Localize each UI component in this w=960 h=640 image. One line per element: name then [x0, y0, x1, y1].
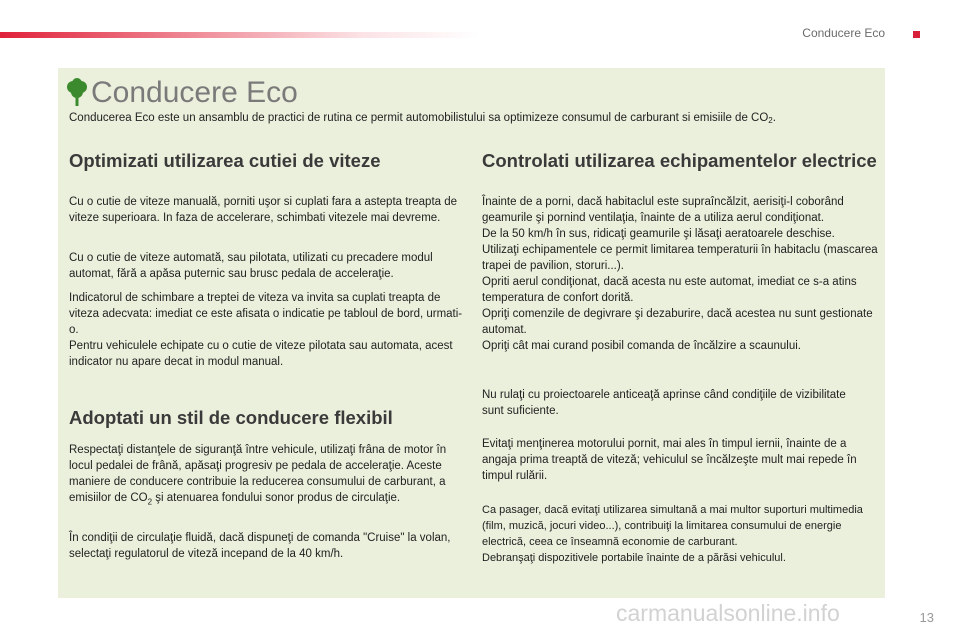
multimedia-note: Debranşaţi dispozitivele portabile înainte de a părăsi vehiculul.	[482, 552, 786, 564]
ventilation-text-1: Înainte de a porni, dacă habitaclul este supraîncălzit, aerisiţi-l coborând geamurile şi pornind ventilaţia, înainte de a utiliza aerul condiţionat.	[482, 196, 844, 224]
paragraph-fog-lights: Nu rulaţi cu proiectoarele anticeaţă aprinse când condiţiile de vizibilitate sunt suficiente.	[482, 389, 846, 417]
co2-subscript: 2	[147, 497, 153, 507]
intro-subscript: 2	[768, 116, 773, 125]
section-title: Conducere Eco	[802, 26, 885, 40]
intro-text-end: .	[772, 112, 776, 124]
paragraph-multimedia	[482, 502, 882, 566]
ventilation-text-4: Opriti aerul condiţionat, dacă acesta nu este automat, imediat ce s-a atins temperatura de confort dorită.	[482, 276, 857, 304]
intro-paragraph	[69, 111, 879, 128]
tree-leaf-icon	[66, 78, 88, 108]
watermark: carmanualsonline.info	[616, 600, 840, 626]
section-marker	[913, 31, 920, 38]
safety-distance-text: Respectaţi distanţele de siguranţă între vehicule, utilizaţi frâna de motor în locul pedalei de frână, apăsaţi progresiv pe pedala de acceleraţie. Aceste maniere de conducere contribuie la reducerea consumului de carburant, a emisiilor de CO	[69, 444, 447, 504]
ventilation-text-2: De la 50 km/h în sus, ridicaţi geamurile şi lăsaţi aeratoarele deschise.	[482, 228, 835, 240]
page-title: Conducere Eco	[91, 76, 298, 109]
heading-driving-style: Adoptati un stil de conducere flexibil	[69, 407, 393, 428]
paragraph-engine-idle: Evitaţi menţinerea motorului pornit, mai ales în timpul iernii, înainte de a angaja prima treaptă de viteză; vehiculul se încălzeşte mult mai repede în timpul rulării.	[482, 438, 857, 482]
paragraph-automatic-gearbox: Cu o cutie de viteze automată, sau pilotata, utilizati cu precadere modul automat, fără a apăsa puternic sau brusc pedala de acceleraţie.	[69, 252, 433, 280]
paragraph-ventilation	[482, 194, 882, 354]
paragraph-cruise-control: În condiţii de circulaţie fluidă, dacă dispuneţi de comanda "Cruise" la volan, selectaţi regulatorul de viteză incepand de la 40 km/h.	[69, 532, 451, 560]
paragraph-safety-distance	[69, 442, 464, 510]
heading-gearbox: Optimizati utilizarea cutiei de viteze	[69, 150, 381, 171]
paragraph-shift-indicator	[69, 290, 464, 370]
shift-indicator-note: Pentru vehiculele echipate cu o cutie de viteze pilotata sau automata, acest indicator nu apare decat in modul manual.	[69, 340, 453, 368]
header-accent-bar	[0, 32, 480, 38]
page-number: 13	[919, 610, 934, 625]
paragraph-manual-gearbox: Cu o cutie de viteze manuală, porniti uşor si cuplati fara a astepta treapta de viteze superioara. In faza de accelerare, schimbati vitezele mai devreme.	[69, 196, 458, 224]
ventilation-text-5: Opriţi comenzile de degivrare şi dezaburire, dacă acestea nu sunt gestionate automat.	[482, 308, 873, 336]
ventilation-text-6: Opriţi cât mai curand posibil comanda de încălzire a scaunului.	[482, 340, 801, 352]
multimedia-text: Ca pasager, dacă evitaţi utilizarea simultană a mai multor suporturi multimedia (film, muzică, jocuri video...), contribuiţi la limitarea consumului de energie electrică, ceea ce înseamnă economie de carburant.	[482, 504, 863, 548]
intro-text: Conducerea Eco este un ansamblu de practici de rutina ce permit automobilistului sa optimizeze consumul de carburant si emisiile de CO	[69, 112, 769, 124]
ventilation-text-3: Utilizaţi echipamentele ce permit limitarea temperaturii în habitaclu (mascarea trapei de pavilion, storuri...).	[482, 244, 878, 272]
heading-electrical-equipment: Controlati utilizarea echipamentelor electrice	[482, 150, 877, 171]
safety-distance-text-end: şi atenuarea fondului sonor produs de circulaţie.	[152, 492, 401, 504]
shift-indicator-text: Indicatorul de schimbare a treptei de viteza va invita sa cuplati treapta de viteza adecvata: imediat ce este afisata o indicatie pe tabloul de bord, urmati-o.	[69, 292, 463, 336]
